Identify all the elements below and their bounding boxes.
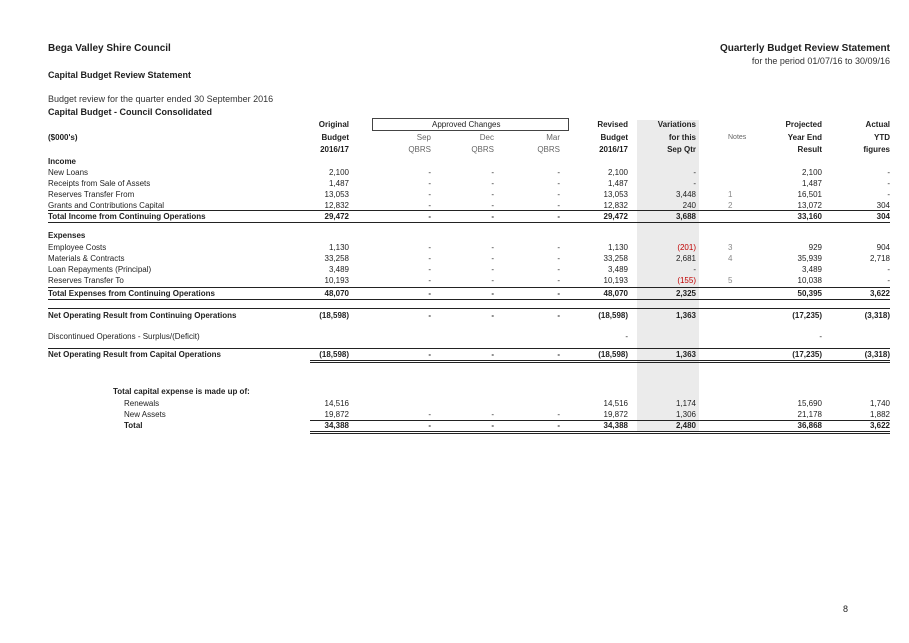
units-label: ($000's) <box>48 133 78 142</box>
net-continuing-row: Net Operating Result from Continuing Operations (18,598) - - - (18,598) 1,363 (17,235) (3,318) <box>48 311 890 320</box>
income-heading: Income <box>48 157 77 166</box>
council-name: Bega Valley Shire Council <box>48 43 171 54</box>
table-row: New Assets 19,872 - - - 19,872 1,306 21,178 1,882 <box>124 410 890 419</box>
table-row: Renewals 14,516 14,516 1,174 15,690 1,740 <box>124 399 890 408</box>
double-underline <box>310 360 890 363</box>
divider <box>48 308 890 309</box>
period-text: for the period 01/07/16 to 30/09/16 <box>751 56 890 66</box>
table-row: Grants and Contributions Capital 12,832 - - - 12,832 240 2 13,072 304 <box>48 201 890 210</box>
table-row: New Loans 2,100 - - - 2,100 - 2,100 - <box>48 168 890 177</box>
table-row: Receipts from Sale of Assets 1,487 - - - 1,487 - 1,487 - <box>48 179 890 188</box>
expenses-heading: Expenses <box>48 231 86 240</box>
divider <box>48 299 890 300</box>
total-row: Total Expenses from Continuing Operations 48,070 - - - 48,070 2,325 50,395 3,622 <box>48 289 890 298</box>
table-row: Materials & Contracts 33,258 - - - 33,258 2,681 4 35,939 2,718 <box>48 254 890 263</box>
double-underline <box>310 431 890 434</box>
column-header-row-1: Original Approved Changes Revised Variations Projected Actual <box>318 120 890 129</box>
table-title: Capital Budget - Council Consolidated <box>48 107 212 117</box>
statement-title: Quarterly Budget Review Statement <box>719 43 890 54</box>
table-row: Employee Costs 1,130 - - - 1,130 (201) 3 929 904 <box>48 243 890 252</box>
notes-header: Notes <box>728 134 747 141</box>
table-row: Loan Repayments (Principal) 3,489 - - - 3,489 - 3,489 - <box>48 265 890 274</box>
discontinued-row: Discontinued Operations - Surplus/(Deficit) - - <box>48 332 822 341</box>
net-capital-row: Net Operating Result from Capital Operations (18,598) - - - (18,598) 1,363 (17,235) (3,318) <box>48 350 890 359</box>
divider <box>48 222 890 223</box>
table-row: Reserves Transfer From 13,053 - - - 13,053 3,448 1 16,501 - <box>48 190 890 199</box>
column-header-row-3: 2016/17 QBRS QBRS QBRS 2016/17 Sep Qtr Result figures <box>320 145 890 154</box>
total-row: Total 34,388 - - - 34,388 2,480 36,868 3,622 <box>124 421 890 430</box>
table-row: Reserves Transfer To 10,193 - - - 10,193 (155) 5 10,038 - <box>48 276 890 285</box>
page-number: 8 <box>843 604 849 614</box>
capex-heading: Total capital expense is made up of: <box>113 387 250 396</box>
approved-changes-label: Approved Changes <box>432 120 501 129</box>
total-row: Total Income from Continuing Operations 29,472 - - - 29,472 3,688 33,160 304 <box>48 212 890 221</box>
review-line: Budget review for the quarter ended 30 September 2016 <box>48 94 274 104</box>
column-header-row-2: ($000's) Budget Sep Dec Mar Budget for this Notes Year End YTD <box>48 133 890 142</box>
section-title: Capital Budget Review Statement <box>48 70 192 80</box>
